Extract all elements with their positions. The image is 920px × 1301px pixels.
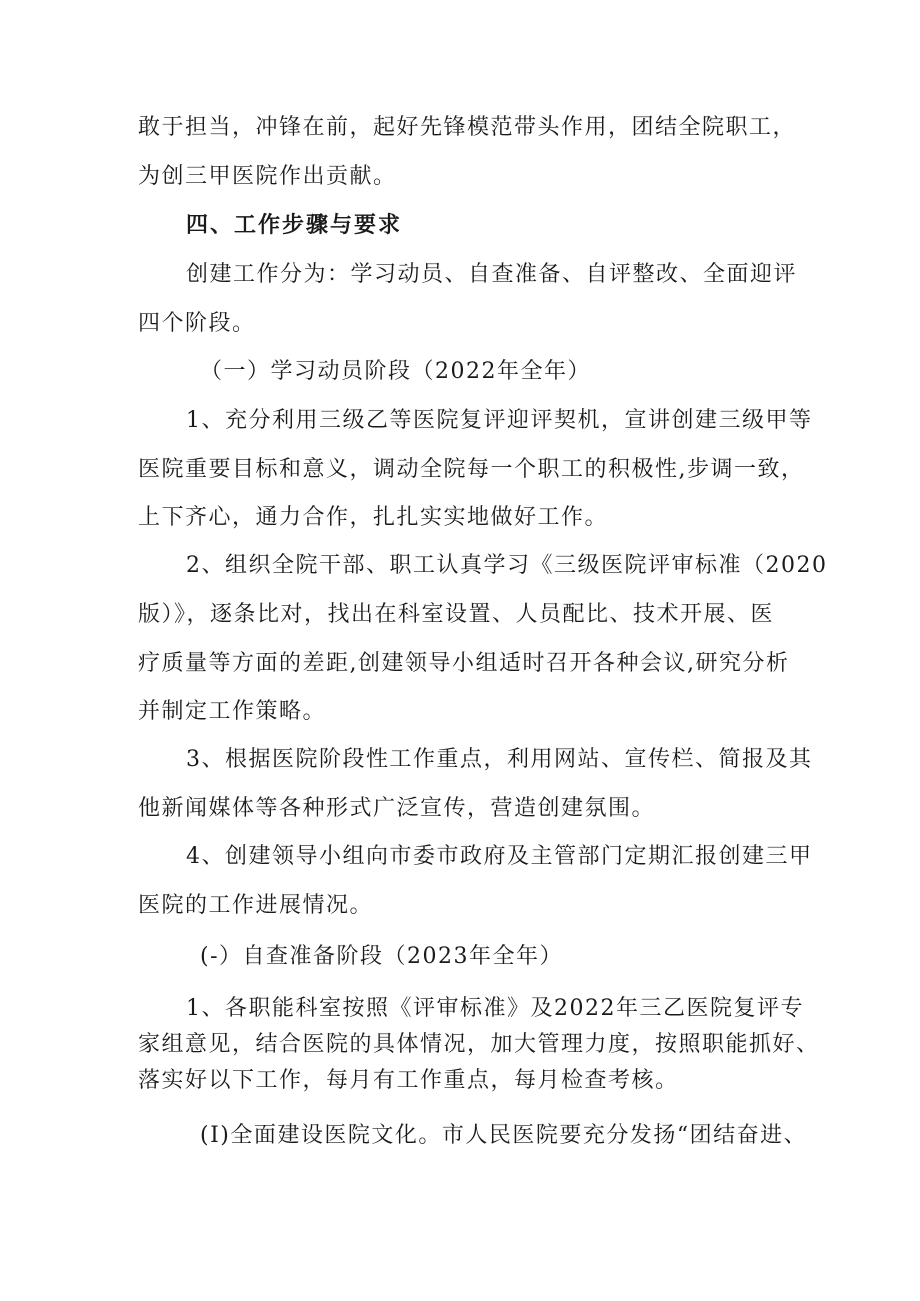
intro-line-1: 敢于担当，冲锋在前，起好先锋模范带头作用，团结全院职工， bbox=[138, 115, 797, 140]
intro-line-2: 为创三甲医院作出贡献。 bbox=[138, 164, 397, 189]
section-4-heading: 四、工作步骤与要求 bbox=[186, 213, 403, 238]
stage-2-sub-item-1: (I)全面建设医院文化。市人民医院要充分发扬“团结奋进、 bbox=[200, 1123, 808, 1148]
stage-1-item-2-line-3: 疗质量等方面的差距,创建领导小组适时召开各种会议,研究分析 bbox=[138, 651, 790, 676]
stage-1-item-3-line-1: 3、根据医院阶段性工作重点，利用网站、宣传栏、简报及其 bbox=[186, 747, 813, 772]
stage-2-item-1-line-2: 家组意见，结合医院的具体情况，加大管理力度，按照职能抓好、 bbox=[138, 1032, 820, 1057]
stage-1-item-3-line-2: 他新闻媒体等各种形式广泛宣传，营造创建氛围。 bbox=[138, 796, 656, 821]
stage-2-item-1-line-1: 1、各职能科室按照《评审标准》及2022年三乙医院复评专 bbox=[186, 996, 804, 1021]
stage-1-item-4-line-1: 4、创建领导小组向市委市政府及主管部门定期汇报创建三甲 bbox=[186, 844, 813, 869]
stage-2-heading: (-）自查准备阶段（2023年全年） bbox=[200, 944, 564, 969]
stage-1-item-1-line-3: 上下齐心，通力合作，扎扎实实地做好工作。 bbox=[138, 505, 609, 530]
section-4-intro-line-2: 四个阶段。 bbox=[138, 311, 256, 336]
stage-1-item-2-line-2: 版）》，逐条比对，找出在科室设置、人员配比、技术开展、医 bbox=[138, 602, 775, 627]
stage-1-item-4-line-2: 医院的工作进展情况。 bbox=[138, 893, 374, 918]
stage-1-item-2-line-4: 并制定工作策略。 bbox=[138, 699, 327, 724]
stage-1-item-2-line-1: 2、组织全院干部、职工认真学习《三级医院评审标准（2020 bbox=[186, 553, 828, 578]
stage-2-item-1-line-3: 落实好以下工作，每月有工作重点，每月检查考核。 bbox=[138, 1068, 679, 1093]
stage-1-item-1-line-1: 1、充分利用三级乙等医院复评迎评契机，宣讲创建三级甲等 bbox=[186, 408, 813, 433]
section-4-intro-line-1: 创建工作分为：学习动员、自查准备、自评整改、全面迎评 bbox=[186, 262, 798, 287]
stage-1-heading: （一）学习动员阶段（2022年全年） bbox=[200, 359, 591, 384]
stage-1-item-1-line-2: 医院重要目标和意义，调动全院每一个职工的积极性,步调一致， bbox=[138, 457, 805, 482]
